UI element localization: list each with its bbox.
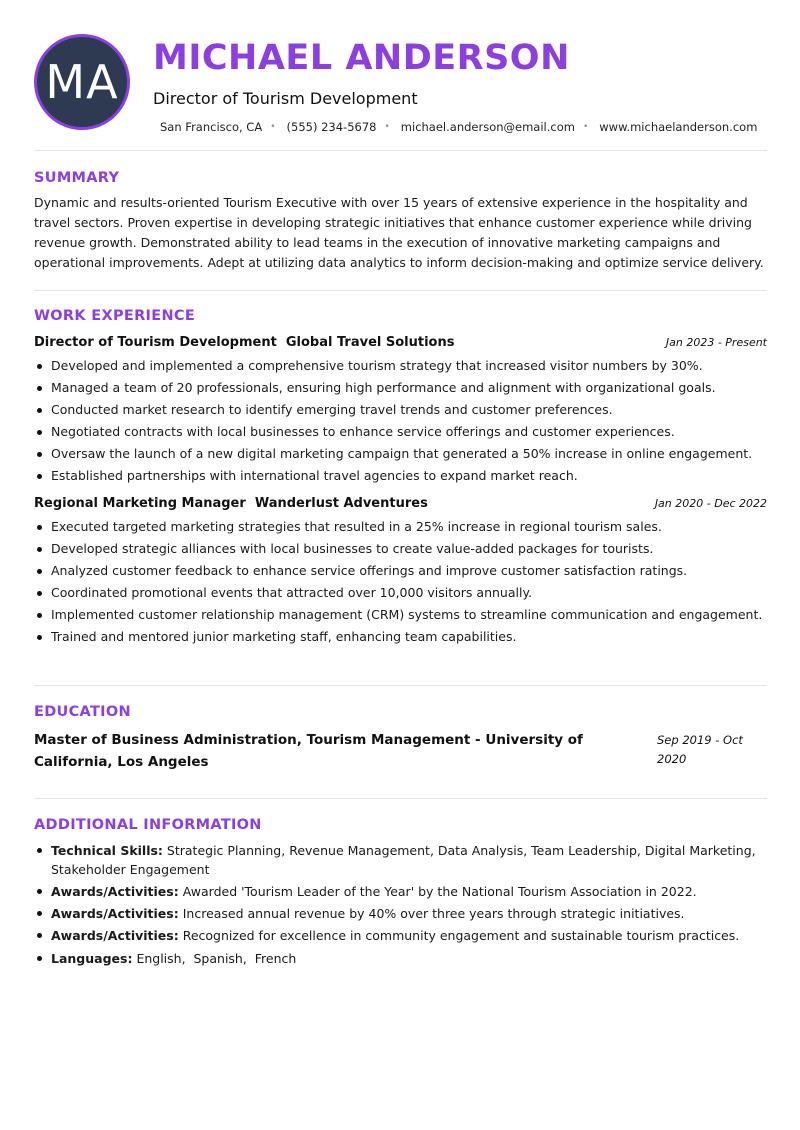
info-label: Languages: — [51, 951, 133, 966]
list-item — [34, 882, 767, 901]
education-dates: Sep 2019 - Oct 2020 — [657, 733, 743, 766]
contact-website[interactable]: www.michaelanderson.com — [599, 120, 758, 134]
separator-dot: • — [384, 122, 390, 132]
contact-info — [160, 120, 757, 134]
summary-text: Dynamic and results-oriented Tourism Executive with over 15 years of extensive experience in the hospitality and travel sectors. Proven expertise in developing strategic initiatives that enhance customer experience while driving revenue growth. Demonstrated ability to lead teams in the execution of innovative marketing campaigns and operational improvements. Adept at utilizing data analytics to inform decision-making and optimize service delivery. — [34, 195, 764, 270]
info-text: Increased annual revenue by 40% over three years through strategic initiatives. — [182, 906, 685, 921]
list-item: Implemented customer relationship management (CRM) systems to streamline communication and engagement. — [34, 604, 767, 626]
summary-section — [34, 151, 767, 290]
info-text: Strategic Planning, Revenue Management, Data Analysis, Team Leadership, Digital Marketing, Stakeholder Engagement — [51, 843, 756, 877]
avatar — [34, 34, 130, 130]
info-label: Awards/Activities: — [51, 928, 179, 943]
info-text: English, Spanish, French — [136, 951, 297, 966]
list-item: Established partnerships with international travel agencies to expand market reach. — [34, 465, 767, 487]
job-entry — [34, 496, 767, 648]
list-item: Conducted market research to identify emerging travel trends and customer preferences. — [34, 399, 767, 421]
separator-dot: • — [582, 122, 589, 132]
section-title-additional: ADDITIONAL INFORMATION — [34, 817, 262, 833]
info-text: Recognized for excellence in community engagement and sustainable tourism practices. — [182, 928, 740, 943]
education-section — [34, 686, 767, 798]
info-text: Awarded 'Tourism Leader of the Year' by the National Tourism Association in 2022. — [182, 884, 697, 899]
section-title-experience: WORK EXPERIENCE — [34, 308, 196, 324]
additional-list — [34, 841, 767, 968]
list-item: Developed strategic alliances with local businesses to create value-added packages for tourists. — [34, 538, 767, 560]
section-title-summary: SUMMARY — [34, 170, 120, 186]
info-label: Technical Skills: — [51, 843, 163, 858]
contact-email[interactable]: michael.anderson@email.com — [400, 120, 575, 134]
list-item — [34, 841, 767, 879]
info-label: Awards/Activities: — [51, 884, 179, 899]
list-item: Executed targeted marketing strategies that resulted in a 25% increase in regional tourism sales. — [34, 516, 767, 538]
job-dates: Jan 2023 - Present — [665, 336, 767, 349]
job-role: Director of Tourism Development Global Travel Solutions — [34, 335, 455, 350]
additional-section — [34, 799, 767, 968]
job-bullets — [34, 355, 767, 487]
list-item: Coordinated promotional events that attracted over 10,000 visitors annually. — [34, 582, 767, 604]
list-item: Managed a team of 20 professionals, ensuring high performance and alignment with organizational goals. — [34, 377, 767, 399]
list-item: Oversaw the launch of a new digital marketing campaign that generated a 50% increase in online engagement. — [34, 443, 767, 465]
list-item: Analyzed customer feedback to enhance service offerings and improve customer satisfaction ratings. — [34, 560, 767, 582]
list-item — [34, 904, 767, 923]
job-role: Regional Marketing Manager Wanderlust Adventures — [34, 496, 428, 511]
education-degree: Master of Business Administration, Tourism Management - University of California, Los Angeles — [34, 732, 583, 770]
contact-phone: (555) 234-5678 — [286, 120, 377, 134]
avatar-initials: MA — [45, 55, 119, 109]
separator-dot: • — [270, 122, 276, 132]
experience-section — [34, 291, 767, 685]
list-item: Developed and implemented a comprehensive tourism strategy that increased visitor numbers by 30%. — [34, 355, 767, 377]
job-bullets — [34, 516, 767, 648]
resume-header — [34, 0, 767, 150]
section-title-education: EDUCATION — [34, 704, 131, 720]
list-item — [34, 949, 767, 968]
job-dates: Jan 2020 - Dec 2022 — [654, 497, 767, 510]
contact-location: San Francisco, CA — [160, 120, 263, 134]
list-item: Negotiated contracts with local businesses to enhance service offerings and customer experiences. — [34, 421, 767, 443]
list-item: Trained and mentored junior marketing staff, enhancing team capabilities. — [34, 626, 767, 648]
list-item — [34, 926, 767, 945]
candidate-name: MICHAEL ANDERSON — [153, 38, 570, 78]
info-label: Awards/Activities: — [51, 906, 179, 921]
job-entry — [34, 335, 767, 487]
candidate-title: Director of Tourism Development — [153, 89, 418, 108]
